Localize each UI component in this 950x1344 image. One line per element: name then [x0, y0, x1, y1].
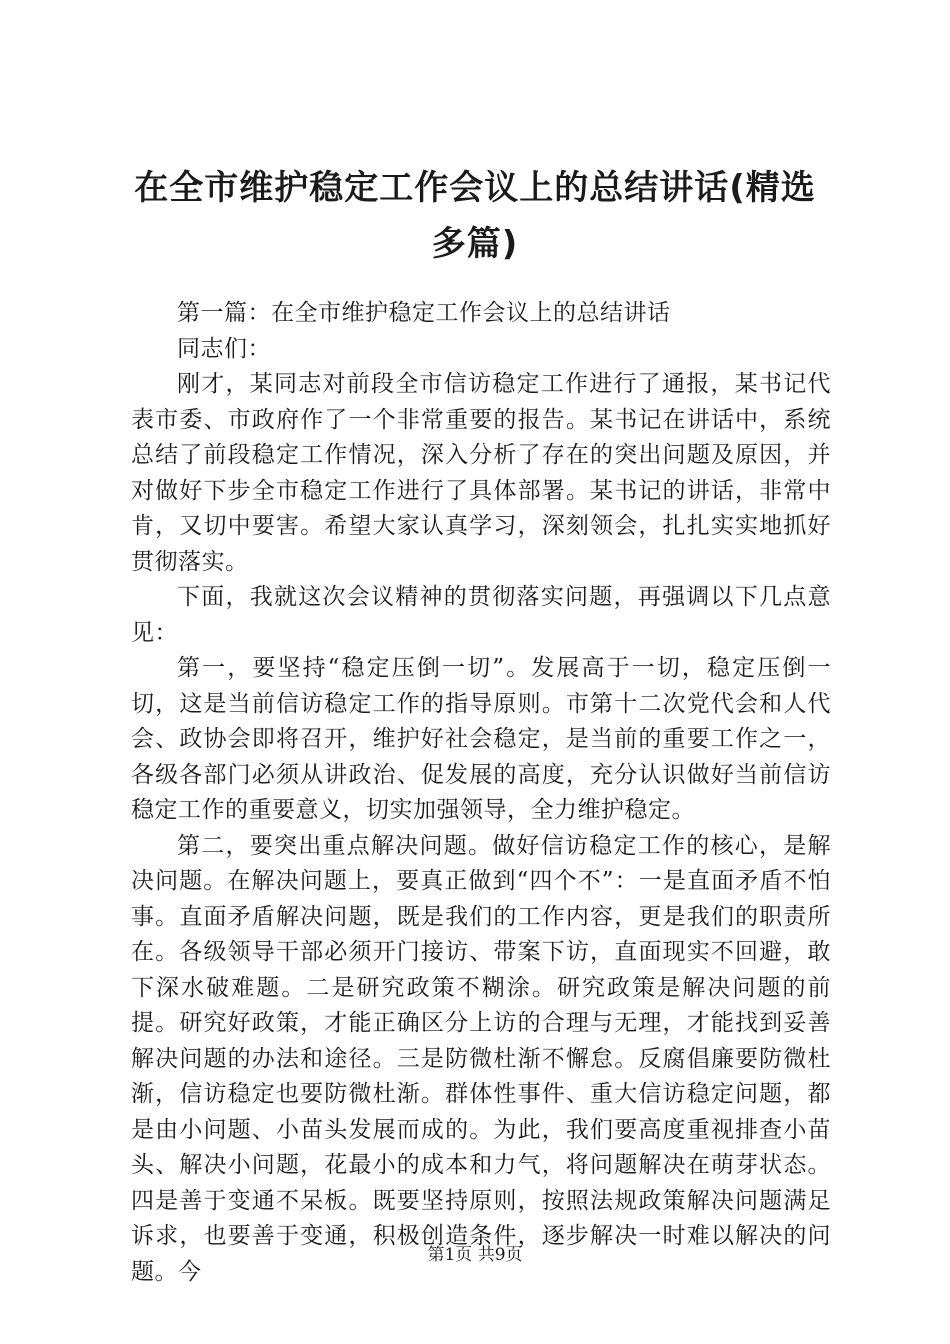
section-heading: 第一篇：在全市维护稳定工作会议上的总结讲话: [177, 300, 671, 326]
page-number: 第1页 共9页: [427, 1245, 523, 1265]
paragraph: 第一，要坚持“稳定压倒一切”。发展高于一切，稳定压倒一切，这是当前信访稳定工作的指导原则。市第十二次党代会和人代会、政协会即将召开，维护好社会稳定，是当前的重要工作之一，各级各部门必须从讲政治、促发展的高度，充分认识做好当前信访稳定工作的重要意义，切实加强领导，全力维护稳定。: [131, 655, 831, 823]
paragraph: 下面，我就这次会议精神的贯彻落实问题，再强调以下几点意见：: [131, 584, 831, 646]
paragraph: 刚才，某同志对前段全市信访稳定工作进行了通报，某书记代表市委、市政府作了一个非常重要的报告。某书记在讲话中，系统总结了前段稳定工作情况，深入分析了存在的突出问题及原因，并对做好下步全市稳定工作进行了具体部署。某书记的讲话，非常中肯，又切中要害。希望大家认真学习，深刻领会，扎扎实实地抓好贯彻落实。: [131, 371, 831, 575]
paragraph: 第二，要突出重点解决问题。做好信访稳定工作的核心，是解决问题。在解决问题上，要真正做到“四个不”：一是直面矛盾不怕事。直面矛盾解决问题，既是我们的工作内容，更是我们的职责所在。各级领导干部必须开门接访、带案下访，直面现实不回避，敢下深水破难题。二是研究政策不糊涂。研究政策是解决问题的前提。研究好政策，才能正确区分上访的合理与无理，才能找到妥善解决问题的办法和途径。三是防微杜渐不懈怠。反腐倡廉要防微杜渐，信访稳定也要防微杜渐。群体性事件、重大信访稳定问题，都是由小问题、小苗头发展而成的。为此，我们要高度重视排查小苗头、解决小问题，花最小的成本和力气，将问题解决在萌芽状态。四是善于变通不呆板。既要坚持原则，按照法规政策解决问题满足诉求，也要善于变通，积极创造条件，逐步解决一时难以解决的问题。今: [131, 832, 831, 1285]
document-title: 在全市维护稳定工作会议上的总结讲话(精选多篇): [134, 168, 816, 264]
salutation: 同志们：: [177, 335, 271, 362]
document-body: [131, 296, 831, 1290]
